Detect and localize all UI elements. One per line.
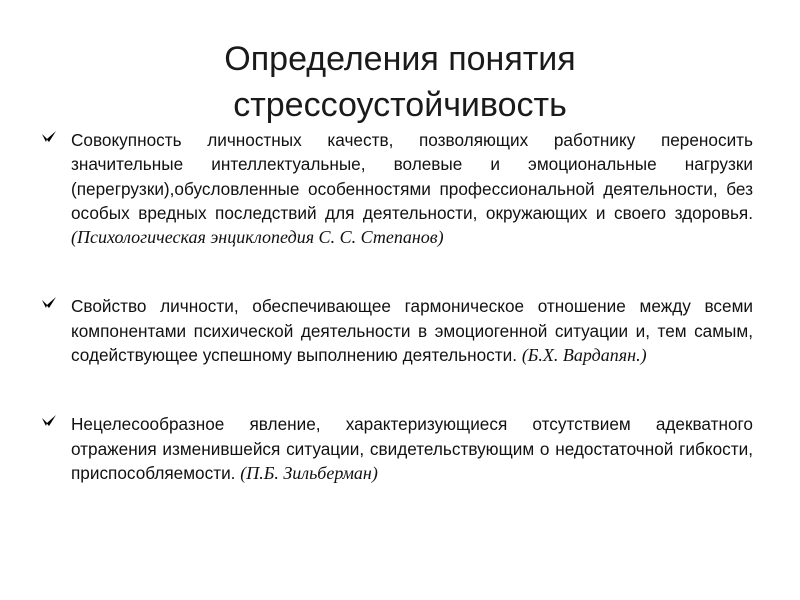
definition-text: Нецелесообразное явление, характеризующиеся отсутствием адекватного отражения изменившейся ситуации, свидетельствующим о недостаточной гибкости, приспособляемости. xyxy=(71,414,753,483)
slide-title xyxy=(0,36,800,128)
definition-item xyxy=(38,128,753,249)
definition-source: (П.Б. Зильберман) xyxy=(240,462,378,483)
checkmark-arrow-icon xyxy=(41,296,57,312)
definition-source: (Психологическая энциклопедия С. С. Степанов) xyxy=(71,227,444,248)
definition-item xyxy=(38,412,753,485)
definition-text: Совокупность личностных качеств, позволяющих работнику переносить значительные интеллектуальные, волевые и эмоциональные нагрузки (перегрузки),обусловленные особенностями профессиональной деятельности, без особых вредных последствий для деятельности, окружающих и своего здоровья. xyxy=(71,130,753,223)
definition-source: (Б.Х. Вардanян.) xyxy=(521,345,647,366)
definitions-list xyxy=(38,128,753,485)
definition-item xyxy=(38,294,753,367)
definition-text: Свойство личности, обеспечивающее гармоническое отношение между всеми компонентами психической деятельности в эмоциогенной ситуации и, тем самым, содействующее успешному выполнению деятельности. xyxy=(71,296,753,366)
checkmark-arrow-icon xyxy=(41,414,57,430)
checkmark-arrow-icon xyxy=(41,130,57,146)
slide-title-line-2: стрессоустойчивость xyxy=(233,86,567,124)
slide-title-line-1: Определения понятия xyxy=(224,40,576,78)
